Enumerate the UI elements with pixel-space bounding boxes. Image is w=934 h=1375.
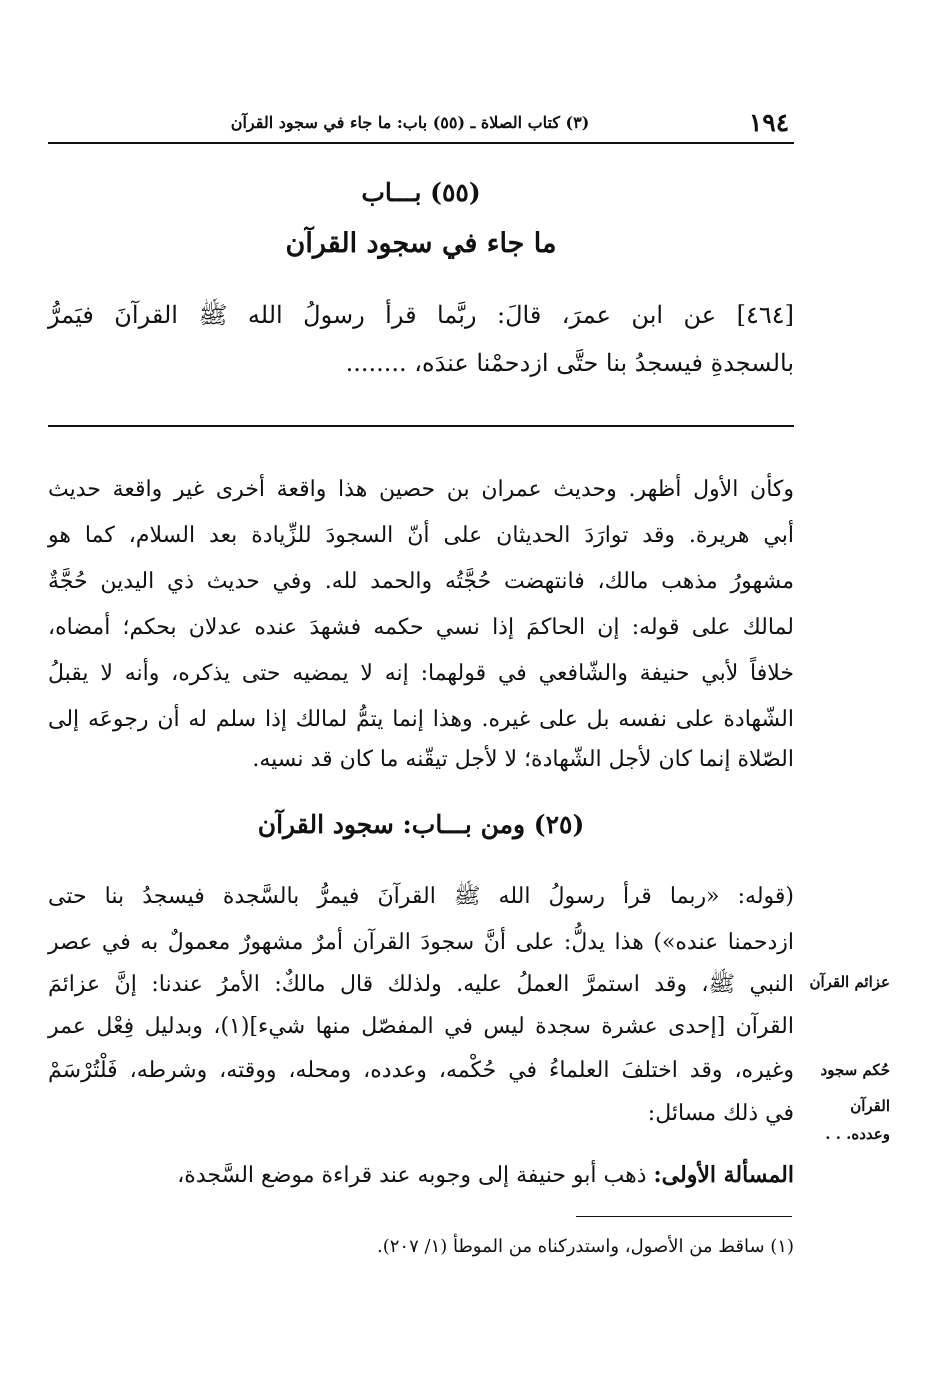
commentary1-line-6: الشّهادة على نفسه بل على غيره. وهذا إنما يتمُّ لمالك إذا سلم له أن رجوعَه إلى <box>48 707 794 732</box>
commentary2-line-4: القرآن [إحدى عشرة سجدة ليس في المفصّل منها شيء](١)، وبدليل فِعْل عمر <box>48 1014 794 1039</box>
footnote-text: (١) ساقط من الأصول، واستدركناه من الموطأ (١/ ٢٠٧). <box>377 1236 794 1257</box>
commentary1-line-1: وكأن الأول أظهر. وحديث عمران بن حصين هذا واقعة أخرى غير واقعة حديث <box>48 477 794 502</box>
hadith-line-1: [٤٦٤] عن ابن عمرَ، قالَ: ربَّما قرأ رسولُ الله ﷺ القرآنَ فيَمرُّ <box>48 301 794 329</box>
hadith-trailing-dots: ........ <box>345 349 407 377</box>
issue-text: ذهب أبو حنيفة إلى وجوبه عند قراءة موضع السَّجدة، <box>177 1163 647 1188</box>
hadith-line-2-text: بالسجدةِ فيسجدُ بنا حتَّى ازدحمْنا عندَه، <box>414 349 794 377</box>
issue-label: المسألة الأولى: <box>653 1162 794 1188</box>
commentary2-line-3: النبي ﷺ، وقد استمرَّ العملُ عليه. ولذلك قال مالكٌ: الأمرُ عندنا: إنَّ عزائمَ <box>48 972 794 997</box>
margin-note-1: عزائم القرآن <box>809 973 890 991</box>
commentary1-line-7: الصّلاة إنما كان لأجل الشّهادة؛ لا لأجل تيقّنه ما كان قد نسيه. <box>252 747 794 772</box>
running-title: (٣) كتاب الصلاة ـ (٥٥) باب: ما جاء في سجود القرآن <box>230 113 590 132</box>
commentary2-line-1: (قوله: «ربما قرأ رسولُ الله ﷺ القرآنَ فيمرُّ بالسَّجدة فيسجدُ بنا حتى <box>48 884 794 909</box>
margin-note-2-line-1: حُكم سجود <box>820 1061 890 1079</box>
page-number: ١٩٤ <box>748 108 790 137</box>
header-divider <box>48 142 794 144</box>
chapter-number: (٥٥) بـــاب <box>361 178 481 207</box>
commentary2-line-6: في ذلك مسائل: <box>647 1101 794 1126</box>
commentary1-line-2: أبي هريرة. وقد توارَدَ الحديثان على أنّ السجودَ للزِّيادة بعد السلام، كما هو <box>48 523 794 548</box>
footnote-divider <box>576 1216 792 1217</box>
chapter-title: ما جاء في سجود القرآن <box>285 228 557 259</box>
commentary1-line-3: مشهورُ مذهب مالك، فانتهضت حُجَّتُه والحمد لله. وفي حديث ذي اليدين حُجَّةٌ <box>48 569 794 594</box>
commentary2-line-2: ازدحمنا عنده») هذا يدلُّ: على أنَّ سجودَ القرآن أمرٌ مشهورٌ معمولٌ به في عصر <box>48 930 794 955</box>
text-commentary-divider <box>48 425 794 427</box>
commentary1-line-4: لمالك على قوله: إن الحاكمَ إذا نسي حكمه فشهدَ عنده عدلان بحكم؛ أمضاه، <box>48 615 794 640</box>
margin-note-2-line-2: القرآن <box>850 1097 890 1115</box>
section-heading: (٢٥) ومن بـــاب: سجود القرآن <box>257 810 585 839</box>
margin-note-2-line-3: وعدده. . . <box>825 1125 890 1143</box>
commentary1-line-5: خلافاً لأبي حنيفة والشّافعي في قولهما: إنه لا يمضيه حتى يذكره، وأنه لا يقبلُ <box>48 661 794 686</box>
hadith-line-2 <box>48 348 794 378</box>
issue-paragraph <box>48 1160 794 1191</box>
commentary2-line-5: وغيره، وقد اختلفَ العلماءُ في حُكْمه، وعدده، ومحله، ووقته، وشرطه، فَلْتُرْسَمْ <box>48 1058 794 1083</box>
